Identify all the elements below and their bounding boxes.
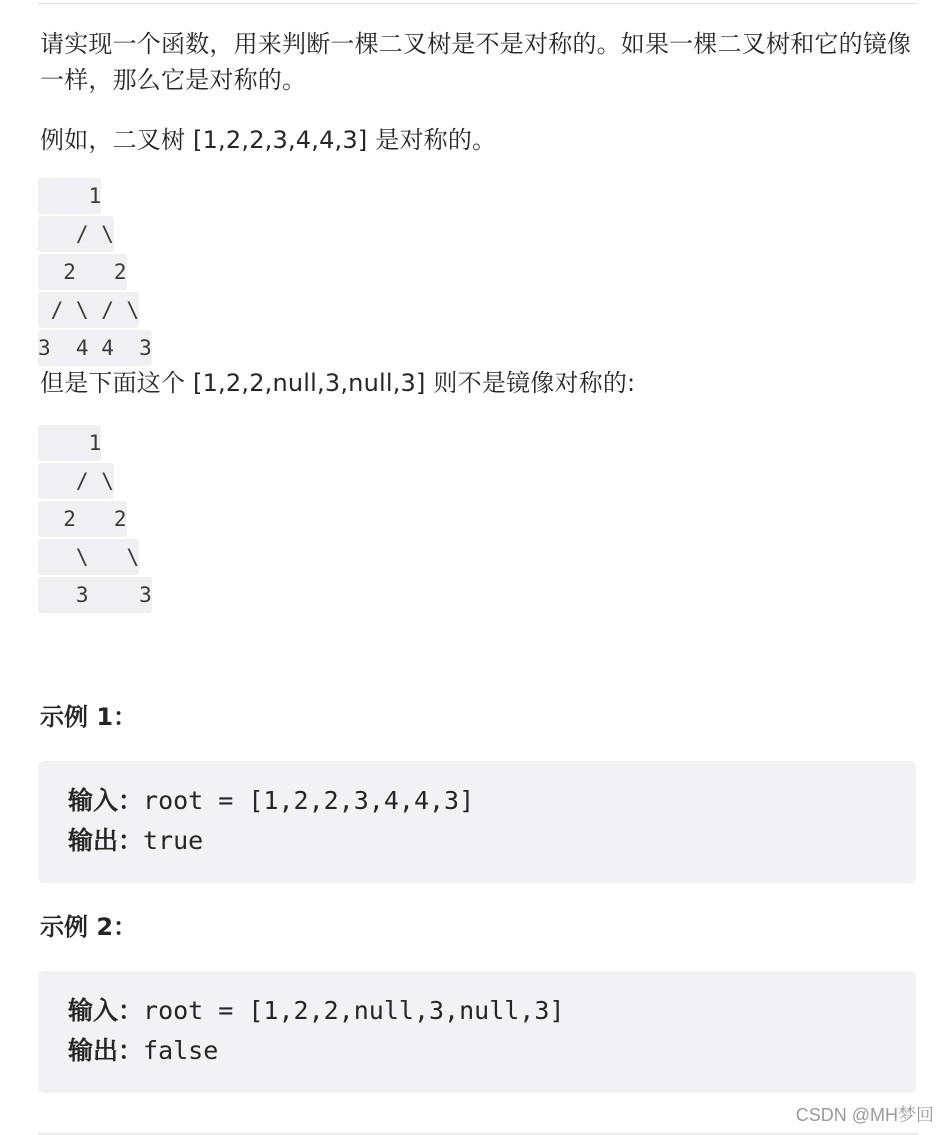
output-label: 输出： — [68, 1036, 144, 1065]
input-value: root = [1,2,2,null,3,null,3] — [143, 996, 565, 1025]
example-1-heading: 示例 1： — [40, 703, 138, 731]
input-value: root = [1,2,2,3,4,4,3] — [143, 786, 475, 815]
output-value: true — [143, 826, 204, 855]
tree-line: 2 2 — [38, 254, 127, 290]
input-label: 输入： — [68, 786, 144, 815]
example-1-input-line — [68, 781, 886, 821]
example-2-code-block — [38, 971, 916, 1093]
tree-line: / \ — [38, 463, 114, 499]
example-1-code-block — [38, 761, 916, 883]
symmetric-tree-diagram — [38, 178, 918, 368]
example-2-input-line — [68, 991, 886, 1031]
tree-line: / \ — [38, 216, 114, 252]
output-value: false — [143, 1036, 219, 1065]
problem-content — [40, 26, 918, 1093]
top-divider — [38, 3, 918, 4]
example-intro: 例如，二叉树 [1,2,2,3,4,4,3] 是对称的。 — [40, 126, 497, 154]
tree-line: 3 3 — [38, 577, 152, 613]
csdn-watermark: CSDN @MH梦回 — [795, 1105, 934, 1125]
tree-line: \ \ — [38, 539, 139, 575]
example-1-output-line — [68, 821, 886, 861]
problem-description: 请实现一个函数，用来判断一棵二叉树是不是对称的。如果一棵二叉树和它的镜像一样，那么它是对称的。 — [40, 30, 912, 94]
tree-line: 1 — [38, 178, 101, 214]
example-2-heading: 示例 2： — [40, 913, 138, 941]
tree-line: 3 4 4 3 — [38, 330, 152, 366]
tree-line: / \ / \ — [38, 292, 139, 328]
input-label: 输入： — [68, 996, 144, 1025]
counter-example-intro: 但是下面这个 [1,2,2,null,3,null,3] 则不是镜像对称的: — [40, 369, 636, 397]
tree-line: 1 — [38, 425, 101, 461]
tree-line: 2 2 — [38, 501, 127, 537]
example-2-output-line — [68, 1031, 886, 1071]
asymmetric-tree-diagram — [38, 425, 918, 615]
output-label: 输出： — [68, 826, 144, 855]
